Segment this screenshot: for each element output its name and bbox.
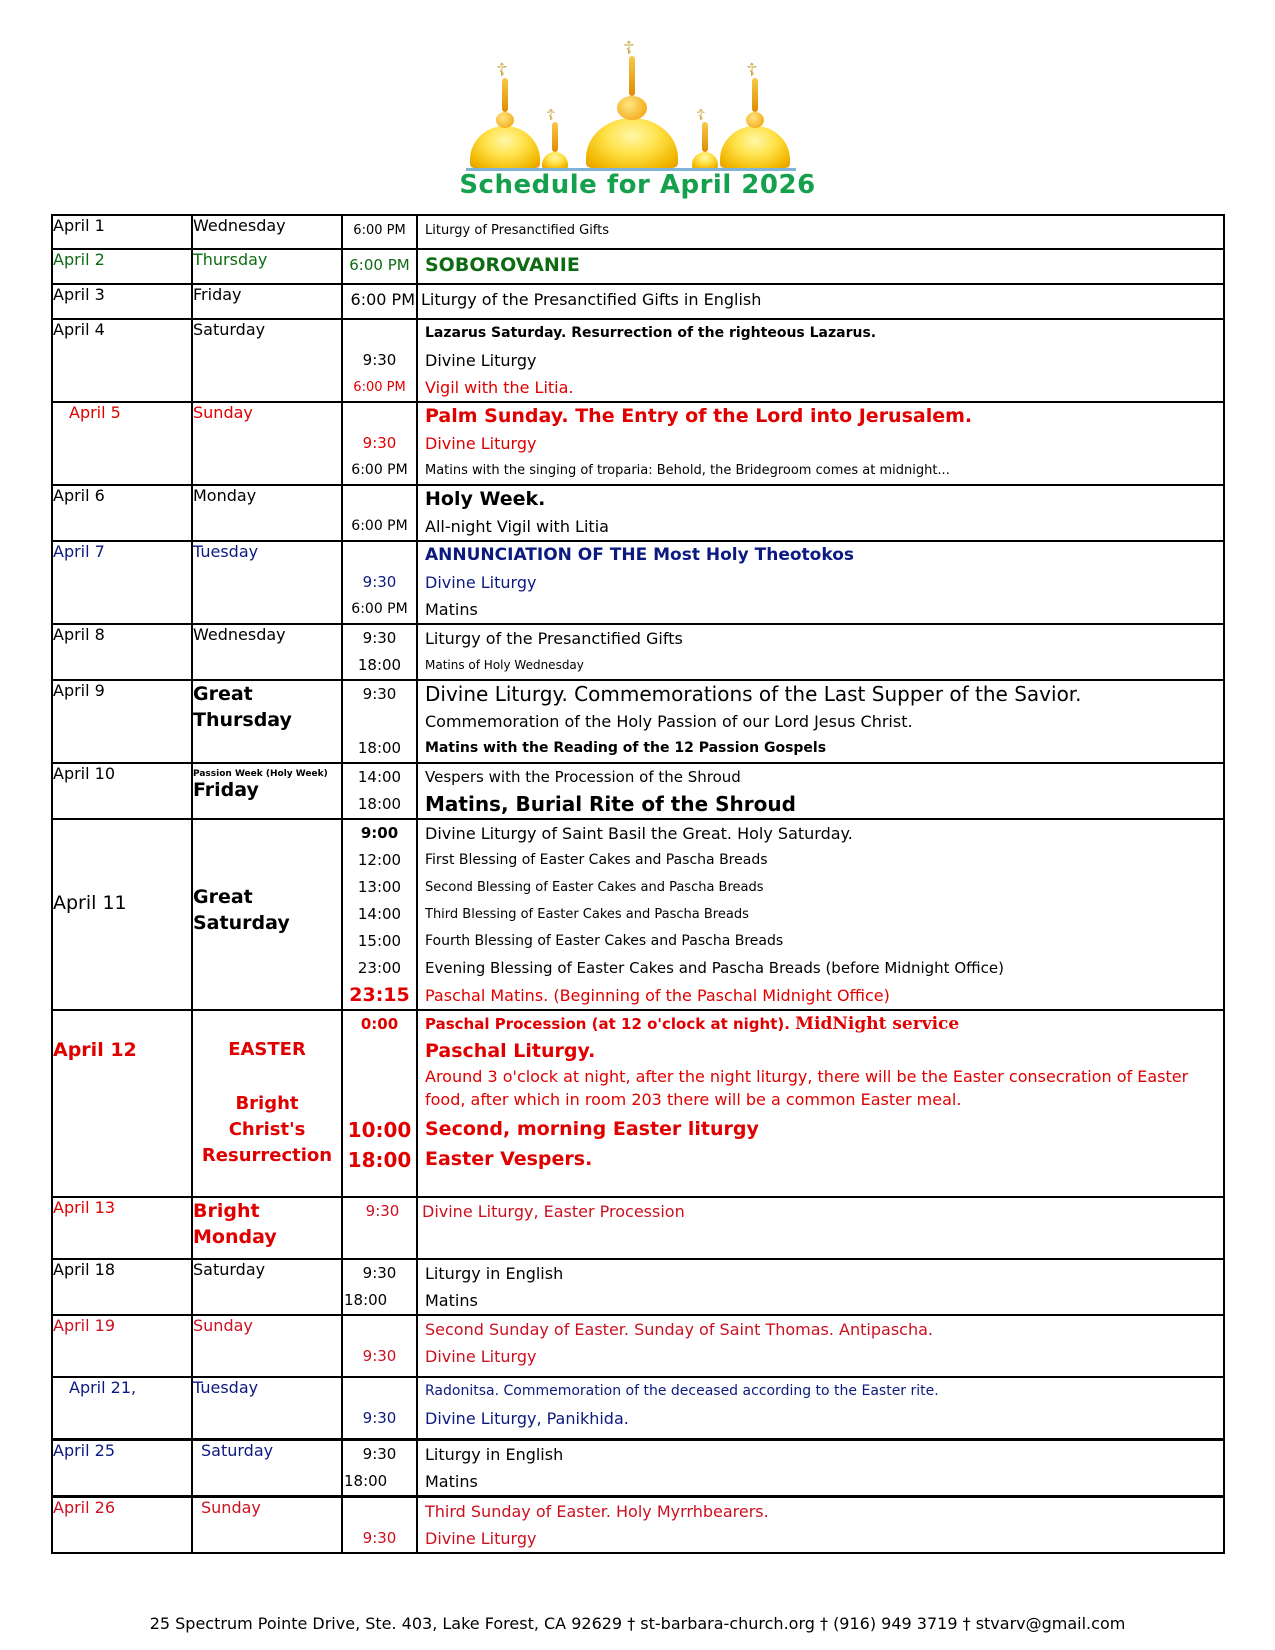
event-text: Easter Vespers. [425,1148,593,1170]
description-cell [417,1010,1224,1197]
table-row [52,284,1224,319]
event-text: Radonitsa. Commemoration of the deceased according to the Easter rite. [425,1383,939,1399]
day-cell [192,819,342,1010]
event-time: 9:30 [362,1347,397,1365]
time-cell [342,1197,417,1259]
event-time: 9:30 [362,685,397,703]
event-text: Liturgy in English [425,1444,564,1464]
page-title: Schedule for April 2026 [459,170,816,200]
event-text: Liturgy in English [425,1264,564,1283]
time-cell [342,1439,417,1496]
event-text: Matins [425,1471,478,1491]
description-cell [417,680,1224,763]
day-label-line: Monday [193,1226,277,1248]
time-cell [342,1496,417,1553]
day-cell: Tuesday [192,1377,342,1439]
schedule-table [51,214,1225,1554]
event-text: Liturgy of the Presanctified Gifts [425,629,683,648]
day-label-line: Saturday [193,911,290,934]
table-row [52,541,1224,624]
table-row [52,1010,1224,1197]
day-label-line: Friday [193,779,259,801]
date-cell: April 10 [52,763,192,819]
event-time: 9:30 [362,1528,397,1547]
cross-icon: ☦ [696,106,706,124]
event-text: First Blessing of Easter Cakes and Pascha Breads [425,852,768,868]
table-row [52,819,1224,1010]
event-time [343,320,416,347]
event-time [343,1038,416,1065]
event-time: 14:00 [357,768,402,786]
date-cell: April 21, [52,1377,192,1439]
event-time: 9:30 [362,1264,397,1282]
day-cell: Wednesday [192,624,342,680]
day-label-line: Christ's [228,1119,306,1140]
day-cell [192,1010,342,1197]
event-text: Matins with the singing of troparia: Behold, the Bridegroom comes at midnight... [425,463,950,478]
event-time: 23:15 [349,984,410,1006]
description-cell [417,1439,1224,1496]
table-row [52,1197,1224,1259]
event-text: Divine Liturgy, Easter Procession [422,1202,685,1221]
event-text: Second Blessing of Easter Cakes and Pascha Breads [425,880,764,895]
event-text: Paschal Liturgy. [425,1040,596,1062]
time-cell [342,1377,417,1439]
date-cell: April 12 [52,1010,192,1197]
event-text: Fourth Blessing of Easter Cakes and Pascha Breads [425,933,784,949]
date-cell: April 9 [52,680,192,763]
day-cell: Friday [192,284,342,319]
time-cell [342,215,417,249]
event-time: 18:00 [347,1148,412,1172]
day-cell: Sunday [192,1315,342,1377]
description-cell [417,402,1224,485]
table-row [52,680,1224,763]
date-cell: April 26 [52,1496,192,1553]
day-note: Passion Week (Holy Week) [193,769,328,779]
event-time: 6:00 PM [353,380,406,395]
event-time: 0:00 [360,1015,399,1033]
table-row [52,402,1224,485]
event-time: 9:30 [362,629,397,647]
event-time [343,1378,416,1405]
date-cell: April 18 [52,1259,192,1315]
event-time [343,1316,416,1343]
table-row [52,624,1224,680]
event-text: Matins [425,600,478,619]
table-row [52,215,1224,249]
event-text: Liturgy of Presanctified Gifts [425,223,610,238]
event-text: Divine Liturgy [425,1528,537,1548]
event-time: 9:30 [362,1409,397,1427]
day-cell: Saturday [192,1259,342,1315]
event-text: Divine Liturgy. Commemorations of the Last Supper of the Savior. [425,682,1082,706]
time-cell [342,249,417,284]
event-time: 18:00 [357,656,402,674]
event-time: 12:00 [357,851,402,869]
event-time: 18:00 [344,1291,388,1309]
event-time [343,486,416,513]
day-label-line: Great [193,885,253,908]
table-row [52,1377,1224,1439]
event-text: Divine Liturgy of Saint Basil the Great. Holy Saturday. [425,824,853,843]
day-cell: Monday [192,485,342,541]
footer-contact: 25 Spectrum Pointe Drive, Ste. 403, Lake Forest, CA 92629 † st-barbara-church.org † (916) 949 3719 † stvarv@gmail.com [149,1614,1126,1633]
date-cell: April 3 [52,284,192,319]
event-time: 6:00 PM [351,601,408,617]
day-label-line: Resurrection [201,1145,333,1166]
event-text: Commemoration of the Holy Passion of our Lord Jesus Christ. [425,712,913,731]
date-cell: April 5 [52,402,192,485]
table-row [52,1259,1224,1315]
day-cell: Thursday [192,249,342,284]
time-cell [342,763,417,819]
day-cell: Saturday [192,1439,342,1496]
time-cell [342,624,417,680]
table-row [52,249,1224,284]
event-text: Divine Liturgy [425,434,537,453]
day-cell [192,1197,342,1259]
event-text: Third Blessing of Easter Cakes and Pascha Breads [425,907,749,922]
day-cell: Tuesday [192,541,342,624]
event-time: 18:00 [357,795,402,813]
event-time: 10:00 [347,1118,412,1142]
description-cell [417,215,1224,249]
church-domes-image [470,18,820,168]
date-cell: April 11 [52,819,192,1010]
cross-icon: ☦ [746,60,758,81]
date-cell: April 1 [52,215,192,249]
event-text: Vigil with the Litia. [425,378,574,397]
event-text: Liturgy of the Presanctified Gifts in English [421,290,762,309]
description-cell [417,541,1224,624]
table-row [52,763,1224,819]
description-cell [417,1496,1224,1553]
event-time [343,1498,416,1525]
date-cell: April 13 [52,1197,192,1259]
event-text: Divine Liturgy, Panikhida. [425,1409,629,1428]
time-cell [342,680,417,763]
event-time [343,708,416,735]
description-cell [417,1259,1224,1315]
time-cell [342,1315,417,1377]
event-time: 14:00 [357,905,402,923]
event-time [343,542,416,569]
event-time [343,403,416,430]
event-text: Divine Liturgy [425,573,537,592]
time-cell [342,819,417,1010]
day-label-line: Bright [235,1093,299,1114]
event-time: 23:00 [357,959,402,977]
time-cell [342,402,417,485]
event-time: 18:00 [344,1471,388,1490]
day-cell: Sunday [192,1496,342,1553]
event-time: 6:00 PM [351,518,408,534]
event-text: Holy Week. [425,488,546,510]
event-text: Divine Liturgy [425,351,537,370]
event-time: 6:00 PM [351,462,408,478]
description-cell [417,1315,1224,1377]
event-text: Paschal Matins. (Beginning of the Paschal Midnight Office) [425,986,890,1005]
description-cell [417,319,1224,402]
date-cell: April 6 [52,485,192,541]
date-cell: April 8 [52,624,192,680]
time-cell [342,1259,417,1315]
event-time: 9:30 [362,573,397,591]
event-time: 9:30 [365,1202,400,1220]
day-label-line: Bright [193,1200,260,1222]
event-time: 6:00 PM [350,290,415,309]
table-row [52,319,1224,402]
event-time: 9:00 [360,824,399,842]
event-text: SOBOROVANIE [425,254,580,276]
event-text: Palm Sunday. The Entry of the Lord into Jerusalem. [425,405,973,427]
day-cell [192,763,342,819]
description-cell [417,1377,1224,1439]
event-text: Second Sunday of Easter. Sunday of Saint Thomas. Antipascha. [425,1320,933,1339]
description-cell [417,763,1224,819]
day-label-line: Great [193,683,253,705]
event-time: 15:00 [357,932,402,950]
event-text: All-night Vigil with Litia [425,517,609,536]
event-time: 9:30 [362,434,397,452]
date-cell: April 7 [52,541,192,624]
day-cell [192,680,342,763]
table-row [52,1496,1224,1553]
cross-icon: ☦ [496,60,508,81]
event-text: Third Sunday of Easter. Holy Myrrhbearers. [425,1501,769,1521]
event-time [343,1065,416,1115]
event-text: Matins [425,1291,478,1310]
description-cell [417,485,1224,541]
event-time: 13:00 [357,878,402,896]
event-text: Vespers with the Procession of the Shroud [425,768,741,786]
description-cell [417,624,1224,680]
event-text: Matins of Holy Wednesday [425,658,584,672]
event-time: 9:30 [362,1444,397,1463]
table-row [52,1315,1224,1377]
event-text: Matins, Burial Rite of the Shroud [425,792,796,816]
event-time: 6:00 PM [353,223,406,238]
event-text: Paschal Procession (at 12 o'clock at night). MidNight service [425,1014,960,1034]
event-text: Second, morning Easter liturgy [425,1118,759,1140]
day-cell: Saturday [192,319,342,402]
description-cell [417,819,1224,1010]
date-cell: April 25 [52,1439,192,1496]
table-row [52,485,1224,541]
event-time: 9:30 [362,351,397,369]
time-cell [342,319,417,402]
day-cell: Wednesday [192,215,342,249]
description-cell [417,284,1224,319]
event-time: 18:00 [357,739,402,757]
day-label-line: Thursday [193,709,292,731]
event-text: Lazarus Saturday. Resurrection of the righteous Lazarus. [425,325,877,341]
event-text: Evening Blessing of Easter Cakes and Pascha Breads (before Midnight Office) [425,959,1004,977]
day-cell: Sunday [192,402,342,485]
date-cell: April 19 [52,1315,192,1377]
day-label-line: EASTER [228,1039,306,1060]
date-cell: April 2 [52,249,192,284]
event-text: ANNUNCIATION OF THE Most Holy Theotokos [425,545,854,565]
description-cell [417,249,1224,284]
event-text: Around 3 o'clock at night, after the night liturgy, there will be the Easter consecration of Easter food, after which in room 203 there will be a common Easter meal. [425,1067,1189,1109]
table-row [52,1439,1224,1496]
time-cell [342,541,417,624]
cross-icon: ☦ [623,38,635,59]
date-cell: April 4 [52,319,192,402]
cross-icon: ☦ [546,106,556,124]
event-text: Divine Liturgy [425,1347,537,1366]
event-time: 6:00 PM [349,256,410,274]
time-cell [342,284,417,319]
description-cell [417,1197,1224,1259]
time-cell [342,485,417,541]
time-cell [342,1010,417,1197]
event-text: Matins with the Reading of the 12 Passion Gospels [425,740,827,756]
